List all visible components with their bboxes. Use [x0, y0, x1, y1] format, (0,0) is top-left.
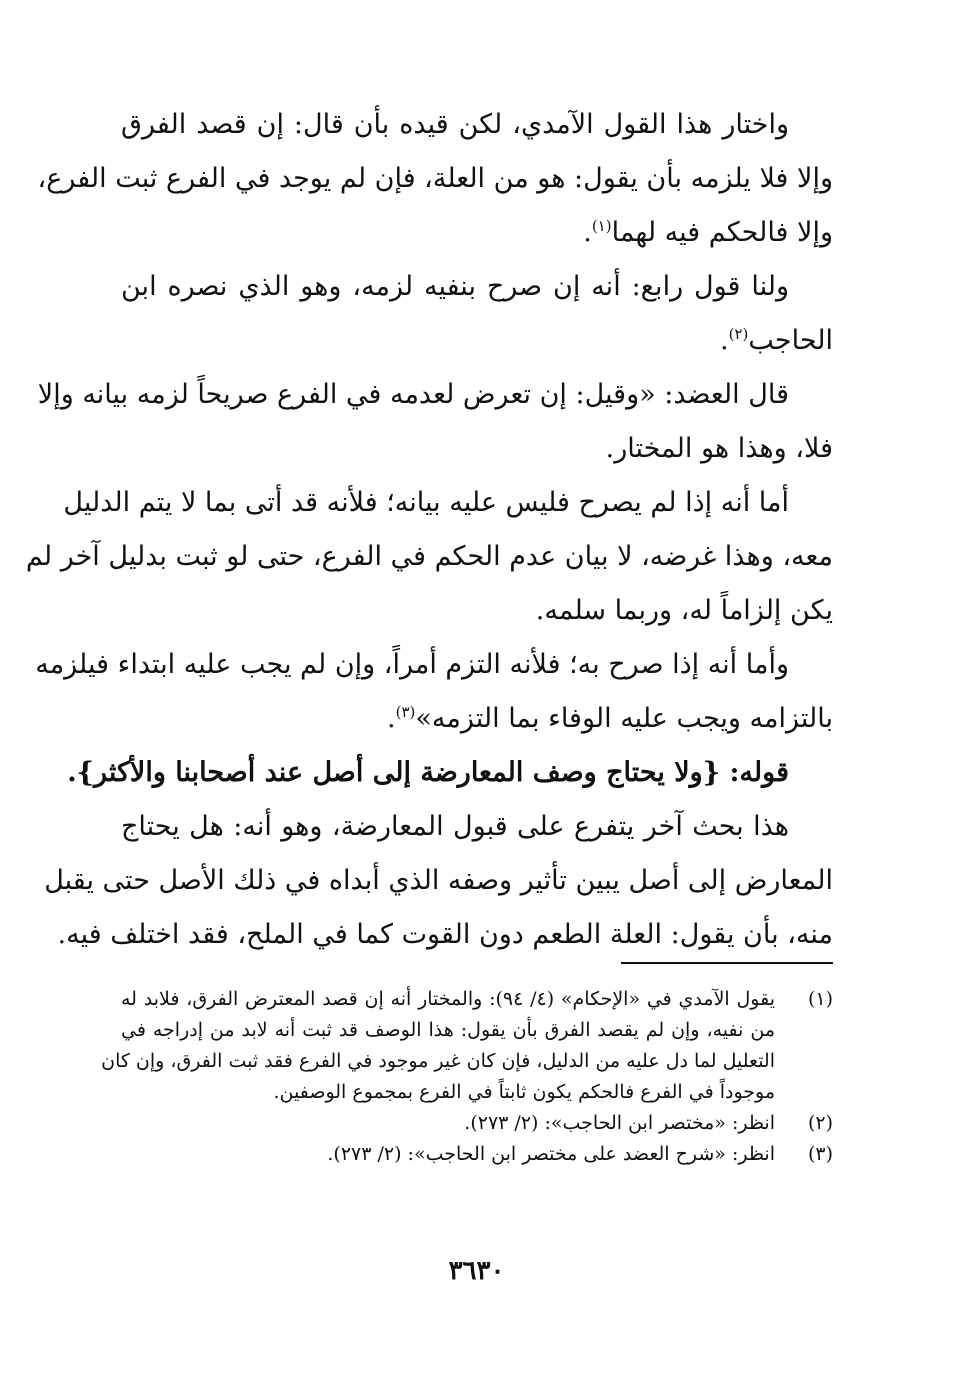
- footnote-text: يقول الآمدي في «الإحكام» (٤/ ٩٤): والمختار أنه إن قصد المعترض الفرق، فلابد له: [121, 988, 775, 1010]
- footnote-number: (٣): [807, 1143, 833, 1165]
- line-punctuation: .: [387, 703, 396, 734]
- line-text: بالتزامه ويجب عليه الوفاء بما التزمه»: [415, 703, 833, 734]
- footnote: [121, 1139, 833, 1170]
- text-line: [37, 368, 833, 422]
- line-text: واختار هذا القول الآمدي، لكن قيده بأن قال: إن قصد الفرق: [121, 109, 789, 140]
- line-text: أما أنه إذا لم يصرح فليس عليه بيانه؛ فلأنه قد أتى بما لا يتم الدليل: [63, 487, 789, 518]
- line-text: المعارض إلى أصل يبين تأثير وصفه الذي أبداه في ذلك الأصل حتى يقبل: [44, 865, 833, 896]
- page-number: ٣٦٣٠: [448, 1256, 505, 1286]
- footnote: [121, 1108, 833, 1139]
- text-line: [121, 98, 833, 152]
- line-punctuation: .: [583, 217, 592, 248]
- footnote-number: (١): [807, 988, 833, 1010]
- line-text: قال العضد: «وقيل: إن تعرض لعدمه في الفرع صريحاً لزمه بيانه وإلا: [37, 379, 789, 410]
- footnote-text: التعليل لما دل عليه من الدليل، فإن كان غير موجود في الفرع فقد ثبت الفرق، وإن كان: [101, 1050, 775, 1072]
- text-line: [121, 314, 833, 368]
- line-text: منه، بأن يقول: العلة الطعم دون القوت كما في الملح، فقد اختلف فيه.: [57, 919, 833, 950]
- footnote-text: من نفيه، وإن لم يقصد الفرق بأن يقول: هذا الوصف قد ثبت أنه لابد من إدراجه في: [121, 1019, 775, 1041]
- footnote-text: انظر: «مختصر ابن الحاجب»: (٢/ ٢٧٣).: [464, 1112, 775, 1134]
- line-text: يكن إلزاماً له، وربما سلمه.: [535, 595, 833, 626]
- line-text: وأما أنه إذا صرح به؛ فلأنه التزم أمراً، وإن لم يجب عليه ابتداء فيلزمه: [35, 649, 789, 680]
- footnote-reference: (٢): [728, 325, 749, 343]
- footnote-number: (٢): [807, 1112, 833, 1134]
- line-text: وإلا فلا يلزمه بأن يقول: هو من العلة، فإن لم يوجد في الفرع ثبت الفرع،: [37, 163, 833, 194]
- text-line: [25, 530, 833, 584]
- text-line: [57, 908, 833, 962]
- text-line: [121, 422, 833, 476]
- line-text: قوله: {ولا يحتاج وصف المعارضة إلى أصل عند أصحابنا والأكثر}.: [67, 757, 789, 788]
- text-line: [121, 692, 833, 746]
- footnote-reference: (١): [591, 217, 612, 235]
- text-line: [121, 206, 833, 260]
- text-line: [121, 800, 833, 854]
- text-line: [121, 260, 833, 314]
- text-line: [44, 854, 833, 908]
- line-text: معه، وهذا غرضه، لا بيان عدم الحكم في الفرع، حتى لو ثبت بدليل آخر لم: [25, 541, 833, 572]
- footnote-reference: (٣): [395, 703, 416, 721]
- text-line: [37, 152, 833, 206]
- line-text: الحاجب: [748, 325, 833, 356]
- line-text: فلا، وهذا هو المختار.: [605, 433, 833, 464]
- text-line: [63, 476, 833, 530]
- line-text: ولنا قول رابع: أنه إن صرح بنفيه لزمه، وهو الذي نصره ابن: [121, 271, 789, 302]
- footnote-separator: [621, 962, 833, 964]
- text-line: [121, 584, 833, 638]
- main-text: [25, 98, 833, 962]
- line-text: هذا بحث آخر يتفرع على قبول المعارضة، وهو أنه: هل يحتاج: [121, 811, 789, 842]
- text-line: [35, 638, 833, 692]
- line-punctuation: .: [720, 325, 729, 356]
- footnote-text: انظر: «شرح العضد على مختصر ابن الحاجب»: (٢/ ٢٧٣).: [327, 1143, 775, 1165]
- line-text: وإلا فالحكم فيه لهما: [611, 217, 833, 248]
- footnote: [101, 984, 833, 1108]
- text-line: [67, 746, 833, 800]
- footnote-text: موجوداً في الفرع فالحكم يكون ثابتاً في الفرع بمجموع الوصفين.: [273, 1081, 775, 1103]
- footnotes: [101, 984, 833, 1170]
